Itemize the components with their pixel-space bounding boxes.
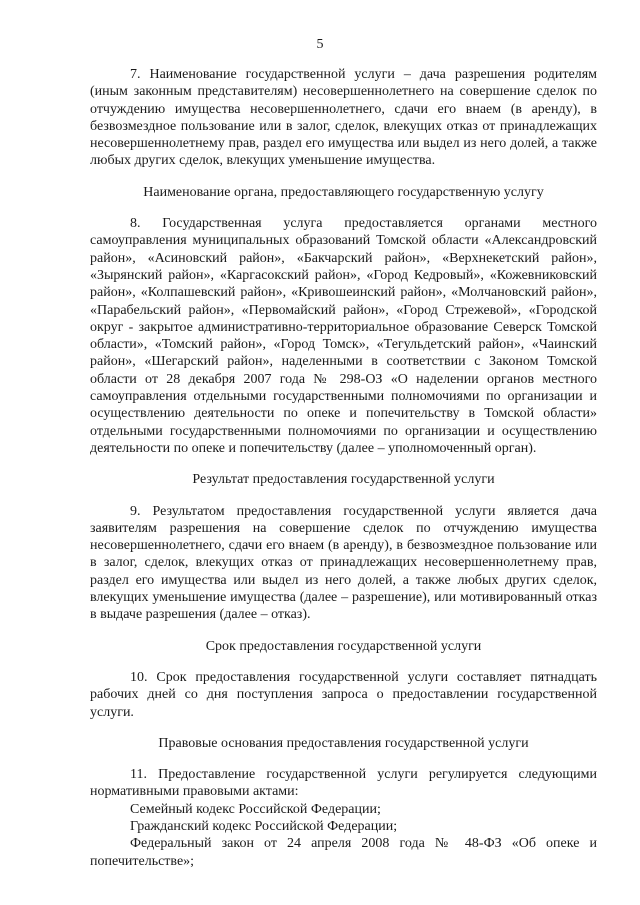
paragraph-7: 7. Наименование государственной услуги – дача разрешения родителям (иным законным представителям) несовершеннолетнего на совершение сделок по отчуждению имущества несовершеннолетнего, сдачи его внаем (в аренду), в безвозмездное пользование или в залог, сделок, влекущих отказ от принадлежащих несовершеннолетнему прав, раздел его имущества или выдел из него долей, а также любых других сделок, влекущих уменьшение имущества. bbox=[90, 67, 597, 169]
legal-act-civil-code: Гражданский кодекс Российской Федерации; bbox=[130, 818, 398, 834]
heading-term: Срок предоставления государственной услуги bbox=[205, 638, 482, 654]
heading-result: Результат предоставления государственной услуги bbox=[192, 472, 495, 488]
legal-act-federal-law: Федеральный закон от 24 апреля 2008 года № 48-ФЗ «Об опеке и попечительстве»; bbox=[90, 836, 597, 869]
paragraph-9: 9. Результатом предоставления государственной услуги является дача заявителям разрешения на совершение сделок по отчуждению имущества несовершеннолетнего, сдачи его внаем (в аренду), в безвозмездное пользование или в залог, сделок, влекущих отказ от принадлежащих несовершеннолетнему прав, раздел его имущества или выдел из него долей, а также любых других сделок, влекущих уменьшение имущества (далее – разрешение), или мотивированный отказ в выдаче разрешения (далее – отказ). bbox=[90, 503, 597, 623]
page-number: 5 bbox=[316, 37, 324, 52]
paragraph-11: 11. Предоставление государственной услуги регулируется следующими нормативными правовыми актами: bbox=[90, 767, 597, 800]
paragraph-8: 8. Государственная услуга предоставляется органами местного самоуправления муниципальных образований Томской области «Александровский район», «Асиновский район», «Бакчарский район», «Верхнекетский район», «Зырянский район», «Каргасокский район», «Город Кедровый», «Кожевниковский район», «Колпашевский район», «Кривошеинский район», «Молчановский район», «Парабельский район», «Первомайский район», «Город Стрежевой», «Городской округ - закрытое административно-территориальное образование Северск Томской области», «Томский район», «Город Томск», «Тегульдетский район», «Чаинский район», «Шегарский район», наделенными в соответствии с Законом Томской области от 28 декабря 2007 года № 298-ОЗ «О наделении органов местного самоуправления отдельными государственными полномочиями по организации и осуществлению деятельности по опеке и попечительству в Томской области» отдельными государственными полномочиями по организации и осуществлению деятельности по опеке и попечительству (далее – уполномоченный орган). bbox=[90, 216, 597, 456]
heading-organ: Наименование органа, предоставляющего государственную услугу bbox=[143, 184, 544, 200]
heading-legal: Правовые основания предоставления государственной услуги bbox=[158, 735, 529, 751]
legal-act-family-code: Семейный кодекс Российской Федерации; bbox=[130, 801, 381, 817]
paragraph-10: 10. Срок предоставления государственной услуги составляет пятнадцать рабочих дней со дня поступления запроса о предоставлении государственной услуги. bbox=[90, 669, 597, 720]
document-body bbox=[90, 66, 597, 870]
